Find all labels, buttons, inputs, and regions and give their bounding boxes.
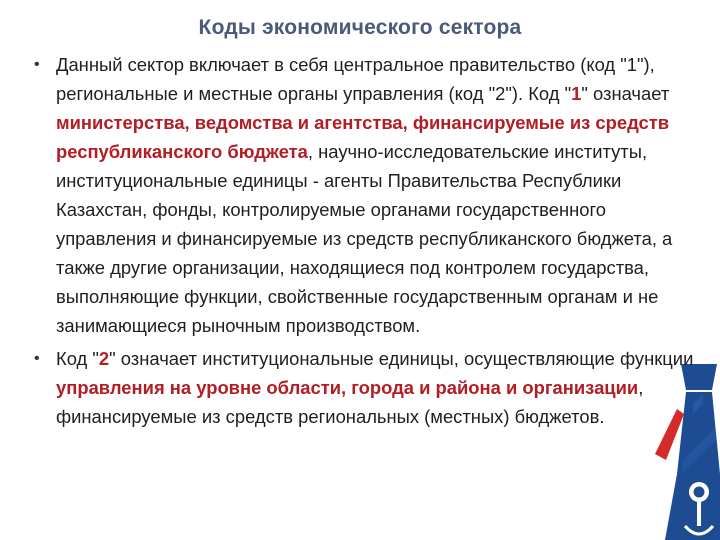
bullet-icon: •: [34, 350, 40, 367]
bullet2-text-start: Код ": [56, 348, 99, 369]
bullet2-text-mid: " означает институциональные единицы, осуществляющие функции: [109, 348, 694, 369]
bullet1-code: 1: [571, 83, 582, 104]
bullet-icon: •: [34, 56, 40, 73]
bullet2-code: 2: [98, 348, 110, 369]
bullet-item-2: [34, 344, 698, 431]
bullet1-highlight: министерства, ведомства и агентства, финансируемые из средств республиканского бюджета: [56, 112, 670, 162]
bullet1-text-end: , научно-исследовательские институты, институциональные единицы - агенты Правительства Республики Казахстан, фонды, контролируемые органами государственного управления и финансируемые из средств республиканского бюджета, а также другие организации, находящиеся под контролем государства, выполняющие функции, свойственные государственным органам и не занимающиеся рыночным производством.: [56, 141, 673, 336]
bullet-item-1: [34, 50, 698, 340]
nib-slit: [697, 502, 701, 526]
bullet1-text-mid: " означает: [581, 83, 670, 104]
nib-hole-inner: [694, 487, 705, 498]
slide-content: [34, 50, 698, 431]
bullet1-text-start: Данный сектор включает в себя центральное правительство (код "1"), региональные и местные органы управления (код "2"). Код ": [56, 54, 655, 104]
bullet2-text-end: , финансируемые из средств региональных (местных) бюджетов.: [56, 377, 644, 427]
slide-title: Коды экономического сектора: [198, 16, 522, 39]
bullet2-highlight: управления на уровне области, города и района и организации: [56, 377, 639, 398]
